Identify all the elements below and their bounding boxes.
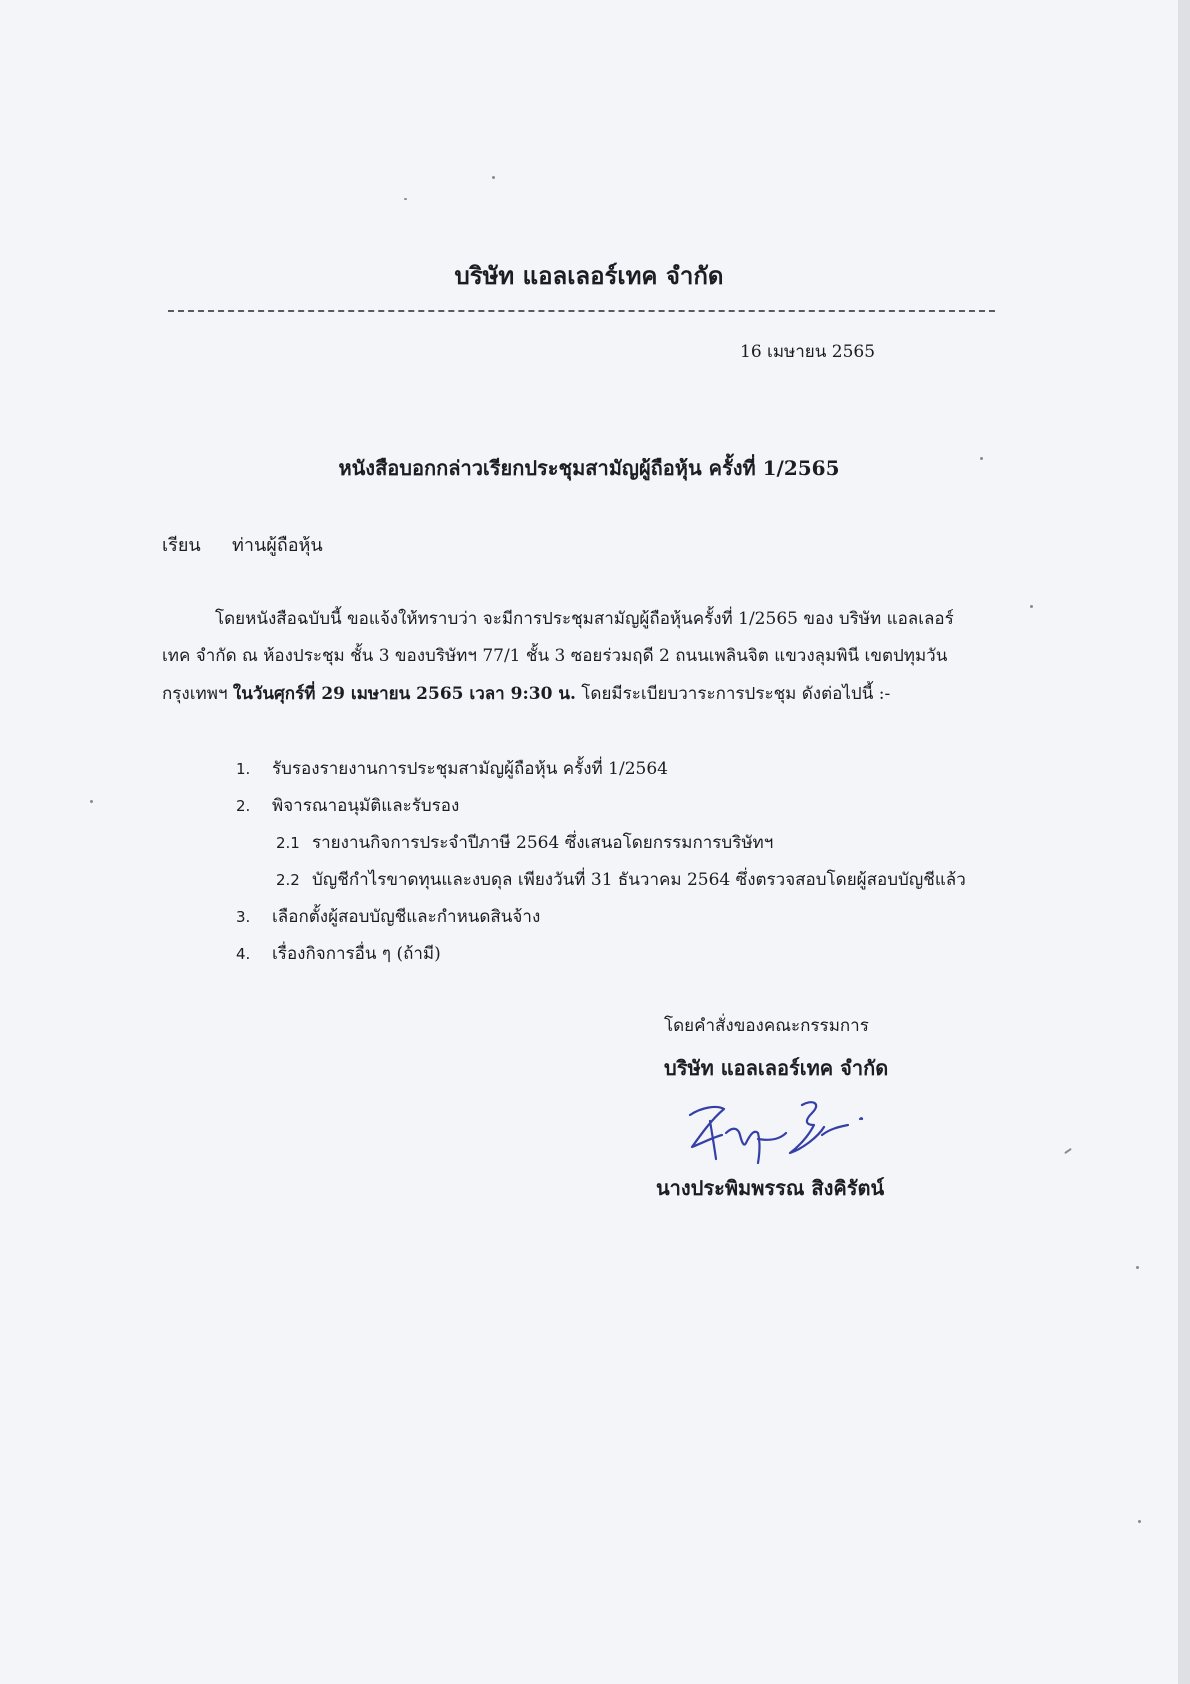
letter-subject: หนังสือบอกกล่าวเรียกประชุมสามัญผู้ถือหุ้น ครั้งที่ 1/2565: [338, 456, 840, 480]
paper-speck: [1030, 605, 1033, 608]
body-line-3-suffix: โดยมีระเบียบวาระการประชุม ดังต่อไปนี้ :-: [581, 684, 891, 704]
body-line-3: [162, 680, 890, 707]
handwritten-signature-icon: [662, 1085, 902, 1180]
paper-speck: [492, 176, 495, 179]
paper-speck: [980, 457, 983, 460]
agenda-number: 1.: [236, 760, 251, 778]
agenda-subitem: [276, 829, 773, 856]
header-divider: [168, 310, 995, 312]
paper-speck: [1138, 1520, 1141, 1523]
body-line-1: โดยหนังสือฉบับนี้ ขอแจ้งให้ทราบว่า จะมีการประชุมสามัญผู้ถือหุ้นครั้งที่ 1/2565 ของ บริษัท แอลเลอร์: [215, 609, 954, 629]
paper-speck: [1064, 1148, 1072, 1154]
signer-name: นางประพิมพรรณ สิงคิรัตน์: [656, 1176, 885, 1200]
letter-date: 16 เมษายน 2565: [740, 342, 876, 362]
company-title: บริษัท แอลเลอร์เทค จำกัด: [454, 261, 724, 290]
agenda-number: 3.: [236, 908, 251, 926]
agenda-subitem: [276, 866, 966, 893]
body-line-3-prefix: กรุงเทพฯ: [162, 684, 228, 704]
agenda-item: [236, 903, 540, 930]
agenda-text: รายงานกิจการประจำปีภาษี 2564 ซึ่งเสนอโดยกรรมการบริษัทฯ: [312, 833, 774, 853]
page-edge-shadow: [1178, 0, 1190, 1684]
agenda-item: [236, 940, 441, 967]
paper-speck: [1136, 1266, 1139, 1269]
closing-order: โดยคำสั่งของคณะกรรมการ: [664, 1016, 869, 1036]
agenda-number: 2.1: [276, 834, 300, 852]
paper-speck: [404, 198, 407, 200]
agenda-number: 2.: [236, 797, 251, 815]
agenda-text: เลือกตั้งผู้สอบบัญชีและกำหนดสินจ้าง: [272, 907, 541, 927]
agenda-text: พิจารณาอนุมัติและรับรอง: [272, 796, 460, 816]
agenda-number: 2.2: [276, 871, 300, 889]
meeting-datetime: ในวันศุกร์ที่ 29 เมษายน 2565 เวลา 9:30 น.: [232, 684, 576, 704]
agenda-text: เรื่องกิจการอื่น ๆ (ถ้ามี): [272, 944, 441, 964]
agenda-text: รับรองรายงานการประชุมสามัญผู้ถือหุ้น ครั้งที่ 1/2564: [272, 759, 668, 779]
agenda-item: [236, 792, 459, 819]
agenda-number: 4.: [236, 945, 251, 963]
agenda-item: [236, 755, 668, 782]
closing-company: บริษัท แอลเลอร์เทค จำกัด: [664, 1056, 889, 1080]
paper-speck: [90, 800, 93, 803]
agenda-text: บัญชีกำไรขาดทุนและงบดุล เพียงวันที่ 31 ธันวาคม 2564 ซึ่งตรวจสอบโดยผู้สอบบัญชีแล้ว: [312, 870, 966, 890]
salutation-label: เรียน: [162, 535, 201, 556]
body-line-2: เทค จำกัด ณ ห้องประชุม ชั้น 3 ของบริษัทฯ 77/1 ชั้น 3 ซอยร่วมฤดี 2 ถนนเพลินจิต แขวงลุมพินี เขตปทุมวัน: [162, 646, 948, 666]
salutation-recipient: ท่านผู้ถือหุ้น: [232, 535, 323, 556]
